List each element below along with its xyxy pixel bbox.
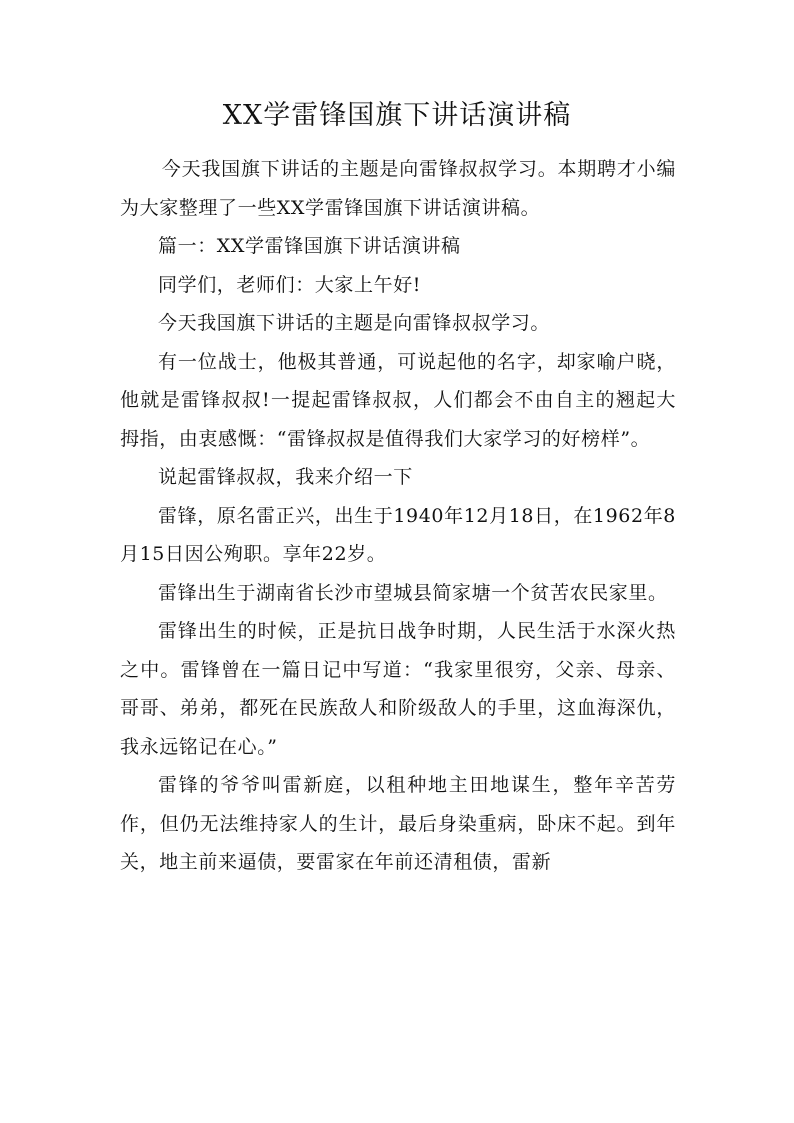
paragraph-greeting: 同学们，老师们：大家上午好! <box>158 273 422 296</box>
document-title: XX学雷锋国旗下讲话演讲稿 <box>222 100 572 131</box>
paragraph-birthplace: 雷锋出生于湖南省长沙市望城县简家塘一个贫苦农民家里。 <box>158 581 668 604</box>
paragraph-introduce: 说起雷锋叔叔，我来介绍一下 <box>158 466 413 488</box>
paragraph-wartime: 雷锋出生的时候，正是抗日战争时期，人民生活于水深火热之中。雷锋曾在一篇日记中写道：“我家里很穷，父亲、母亲、哥哥、弟弟，都死在民族敌人和阶级敌人的手里，这血海深仇，我永远铭记在心。” <box>120 620 676 758</box>
paragraph-grandfather: 雷锋的爷爷叫雷新庭，以租种地主田地谋生，整年辛苦劳作，但仍无法维持家人的生计，最后身染重病，卧床不起。到年关，地主前来逼债，要雷家在年前还清租债，雷新 <box>120 774 676 873</box>
paragraph-soldier: 有一位战士，他极其普通，可说起他的名字，却家喻户晓，他就是雷锋叔叔!一提起雷锋叔叔，人们都会不由自主的翘起大拇指，由衷感慨：“雷锋叔叔是值得我们大家学习的好榜样”。 <box>120 350 676 450</box>
paragraph-topic: 今天我国旗下讲话的主题是向雷锋叔叔学习。 <box>158 312 551 334</box>
paragraph-heading-part-one: 篇一：XX学雷锋国旗下讲话演讲稿 <box>158 235 461 257</box>
paragraph-intro: 今天我国旗下讲话的主题是向雷锋叔叔学习。本期聘才小编为大家整理了一些XX学雷锋国旗下讲话演讲稿。 <box>120 158 676 219</box>
paragraph-biography: 雷锋，原名雷正兴，出生于1940年12月18日，在1962年8月15日因公殉职。享年22岁。 <box>120 504 676 565</box>
document-body <box>120 150 676 882</box>
